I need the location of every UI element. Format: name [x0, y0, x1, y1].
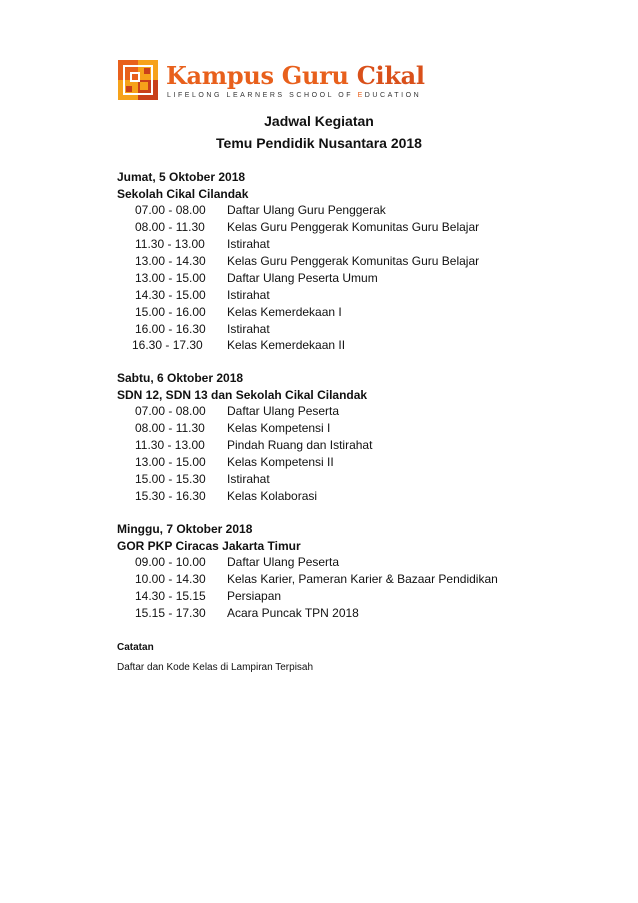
day-venue: GOR PKP Ciracas Jakarta Timur: [117, 538, 301, 553]
logo-title-part1: Kampus Guru: [166, 61, 357, 90]
schedule-time: 15.00 - 16.00: [135, 304, 206, 319]
note-heading: Catatan: [117, 642, 154, 653]
schedule-activity: Istirahat: [227, 321, 270, 336]
schedule-time: 14.30 - 15.15: [135, 589, 206, 603]
schedule-row: [117, 437, 597, 454]
schedule-time: 08.00 - 11.30: [135, 220, 205, 235]
cikal-logo-mark-icon: [118, 60, 158, 100]
schedule-time: 10.00 - 14.30: [135, 572, 206, 587]
schedule-time: 07.00 - 08.00: [135, 404, 206, 419]
schedule-row: [117, 219, 597, 236]
schedule-row: [117, 403, 597, 420]
schedule-time: 16.00 - 16.30: [135, 321, 206, 336]
schedule-time: 11.30 - 13.00: [135, 237, 205, 251]
schedule-time: 15.30 - 16.30: [135, 488, 206, 503]
schedule-activity: Pindah Ruang dan Istirahat: [227, 438, 373, 452]
schedule-row: [117, 236, 597, 253]
schedule-activity: Kelas Karier, Pameran Karier & Bazaar Pendidikan: [227, 572, 498, 587]
schedule-row: [117, 571, 597, 588]
schedule-row: [117, 471, 597, 488]
schedule-activity: Acara Puncak TPN 2018: [227, 605, 359, 620]
schedule-time: 15.15 - 17.30: [135, 605, 206, 620]
schedule-time: 15.00 - 15.30: [135, 471, 206, 486]
schedule-row: [117, 488, 597, 505]
day-date: Minggu, 7 Oktober 2018: [117, 522, 253, 536]
schedule-activity: Istirahat: [227, 471, 270, 486]
schedule-activity: Kelas Kolaborasi: [227, 488, 318, 503]
schedule-activity: Kelas Kemerdekaan II: [227, 338, 346, 353]
schedule-activity: Daftar Ulang Peserta: [227, 404, 340, 419]
schedule-time: 08.00 - 11.30: [135, 421, 205, 436]
schedule-activity: Daftar Ulang Peserta: [227, 555, 340, 570]
schedule-row: [117, 554, 597, 571]
schedule-row: [117, 270, 597, 287]
schedule-time: 09.00 - 10.00: [135, 555, 206, 570]
logo-title-part2: Cikal: [356, 61, 425, 90]
logo-subtitle: [167, 91, 421, 100]
schedule-row: [117, 605, 597, 622]
document-title: Jadwal Kegiatan: [264, 113, 374, 129]
schedule-day-3: [117, 521, 597, 622]
schedule-day-1: [117, 169, 597, 354]
schedule-activity: Persiapan: [227, 589, 282, 603]
schedule-row: [117, 337, 597, 354]
day-venue: SDN 12, SDN 13 dan Sekolah Cikal Cilandak: [117, 387, 368, 402]
logo-subtitle-pre: LIFELONG LEARNERS SCHOOL OF: [167, 92, 358, 99]
schedule-row: [117, 287, 597, 304]
day-venue: Sekolah Cikal Cilandak: [117, 186, 249, 201]
schedule-time: 16.30 - 17.30: [132, 338, 203, 353]
schedule-row: [117, 202, 597, 219]
schedule-time: 13.00 - 15.00: [135, 454, 206, 469]
logo-subtitle-post: DUCATION: [364, 92, 422, 99]
kampus-guru-cikal-logo: [118, 60, 425, 104]
schedule-row: [117, 454, 597, 471]
schedule-row: [117, 588, 597, 605]
schedule-time: 14.30 - 15.00: [135, 287, 206, 302]
schedule-activity: Kelas Kompetensi II: [227, 454, 334, 469]
schedule-row: [117, 253, 597, 270]
day-date: Jumat, 5 Oktober 2018: [117, 170, 246, 184]
schedule-row: [117, 420, 597, 437]
schedule-activity: Kelas Kemerdekaan I: [227, 304, 342, 319]
schedule-activity: Kelas Guru Penggerak Komunitas Guru Belajar: [227, 220, 480, 235]
schedule-day-2: [117, 370, 597, 505]
schedule-activity: Daftar Ulang Guru Penggerak: [227, 203, 386, 218]
schedule-activity: Daftar Ulang Peserta Umum: [227, 270, 378, 285]
schedule-activity: Kelas Guru Penggerak Komunitas Guru Belajar: [227, 253, 480, 268]
schedule-time: 07.00 - 08.00: [135, 203, 206, 218]
schedule-row: [117, 321, 597, 338]
logo-title: [166, 62, 425, 90]
document-subtitle: Temu Pendidik Nusantara 2018: [216, 135, 422, 151]
note-section: [117, 641, 597, 675]
schedule-time: 13.00 - 14.30: [135, 253, 206, 268]
schedule-activity: Istirahat: [227, 237, 270, 251]
schedule-activity: Kelas Kompetensi I: [227, 421, 331, 436]
schedule-time: 13.00 - 15.00: [135, 270, 206, 285]
schedule-row: [117, 304, 597, 321]
logo-subtitle-highlight: E: [357, 92, 365, 99]
note-text: Daftar dan Kode Kelas di Lampiran Terpisah: [117, 662, 314, 673]
schedule-time: 11.30 - 13.00: [135, 438, 205, 452]
schedule-activity: Istirahat: [227, 287, 270, 302]
day-date: Sabtu, 6 Oktober 2018: [117, 371, 244, 385]
